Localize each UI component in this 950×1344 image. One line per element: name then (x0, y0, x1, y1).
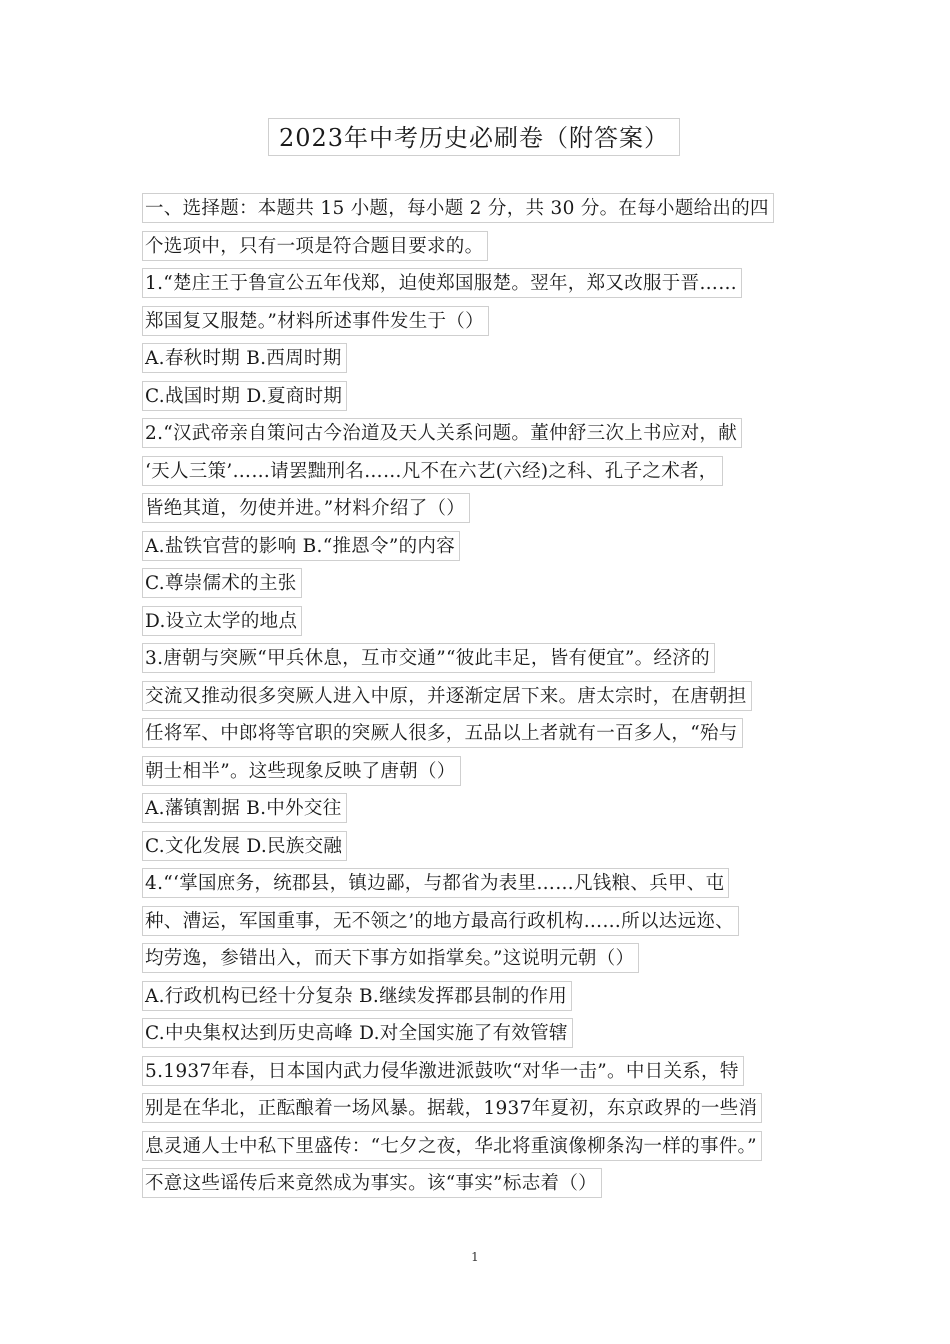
text-line: 1.“楚庄王于鲁宣公五年伐郑，迫使郑国服楚。翌年，郑又改服于晋…… (142, 268, 742, 298)
text-line: 郑国复又服楚。”材料所述事件发生于（） (142, 306, 489, 336)
text-line: 一、选择题：本题共 15 小题，每小题 2 分，共 30 分。在每小题给出的四 (142, 193, 774, 223)
text-line: 个选项中，只有一项是符合题目要求的。 (142, 231, 488, 261)
page-number: 1 (471, 1250, 479, 1264)
text-line: C.文化发展 D.民族交融 (142, 831, 347, 861)
document-body (142, 193, 814, 1206)
text-line: 朝士相半”。这些现象反映了唐朝（） (142, 756, 461, 786)
text-line: A.盐铁官营的影响 B.“推恩令”的内容 (142, 531, 460, 561)
text-line: A.春秋时期 B.西周时期 (142, 343, 347, 373)
text-line: 5.1937年春，日本国内武力侵华激进派鼓吹“对华一击”。中日关系，特 (142, 1056, 744, 1086)
text-line: ‘天人三策’……请罢黜刑名……凡不在六艺(六经)之科、孔子之术者， (142, 456, 723, 486)
text-line: 2.“汉武帝亲自策问古今治道及天人关系问题。董仲舒三次上书应对，献 (142, 418, 742, 448)
text-line: 种、漕运，军国重事，无不领之’的地方最高行政机构……所以达远迩、 (142, 906, 739, 936)
text-line: D.设立太学的地点 (142, 606, 302, 636)
text-line: C.尊崇儒术的主张 (142, 568, 302, 598)
text-line: A.行政机构已经十分复杂 B.继续发挥郡县制的作用 (142, 981, 572, 1011)
text-line: 皆绝其道，勿使并进。”材料介绍了（） (142, 493, 470, 523)
text-line: 息灵通人士中私下里盛传：“七夕之夜，华北将重演像柳条沟一样的事件。” (142, 1131, 762, 1161)
text-line: 交流又推动很多突厥人进入中原，并逐渐定居下来。唐太宗时，在唐朝担 (142, 681, 752, 711)
text-line: C.中央集权达到历史高峰 D.对全国实施了有效管辖 (142, 1018, 573, 1048)
text-line: 不意这些谣传后来竟然成为事实。该“事实”标志着（） (142, 1168, 602, 1198)
text-line: C.战国时期 D.夏商时期 (142, 381, 347, 411)
text-line: A.藩镇割据 B.中外交往 (142, 793, 347, 823)
text-line: 3.唐朝与突厥“甲兵休息，互市交通”“彼此丰足，皆有便宜”。经济的 (142, 643, 715, 673)
text-line: 别是在华北，正酝酿着一场风暴。据载，1937年夏初，东京政界的一些消 (142, 1093, 762, 1123)
text-line: 4.“‘掌国庶务，统郡县，镇边鄙，与都省为表里……凡钱粮、兵甲、屯 (142, 868, 729, 898)
text-line: 任将军、中郎将等官职的突厥人很多，五品以上者就有一百多人，“殆与 (142, 718, 743, 748)
text-line: 均劳逸，参错出入，而天下事方如指掌矣。”这说明元朝（） (142, 943, 639, 973)
document-title: 2023年中考历史必刷卷（附答案） (268, 118, 680, 156)
